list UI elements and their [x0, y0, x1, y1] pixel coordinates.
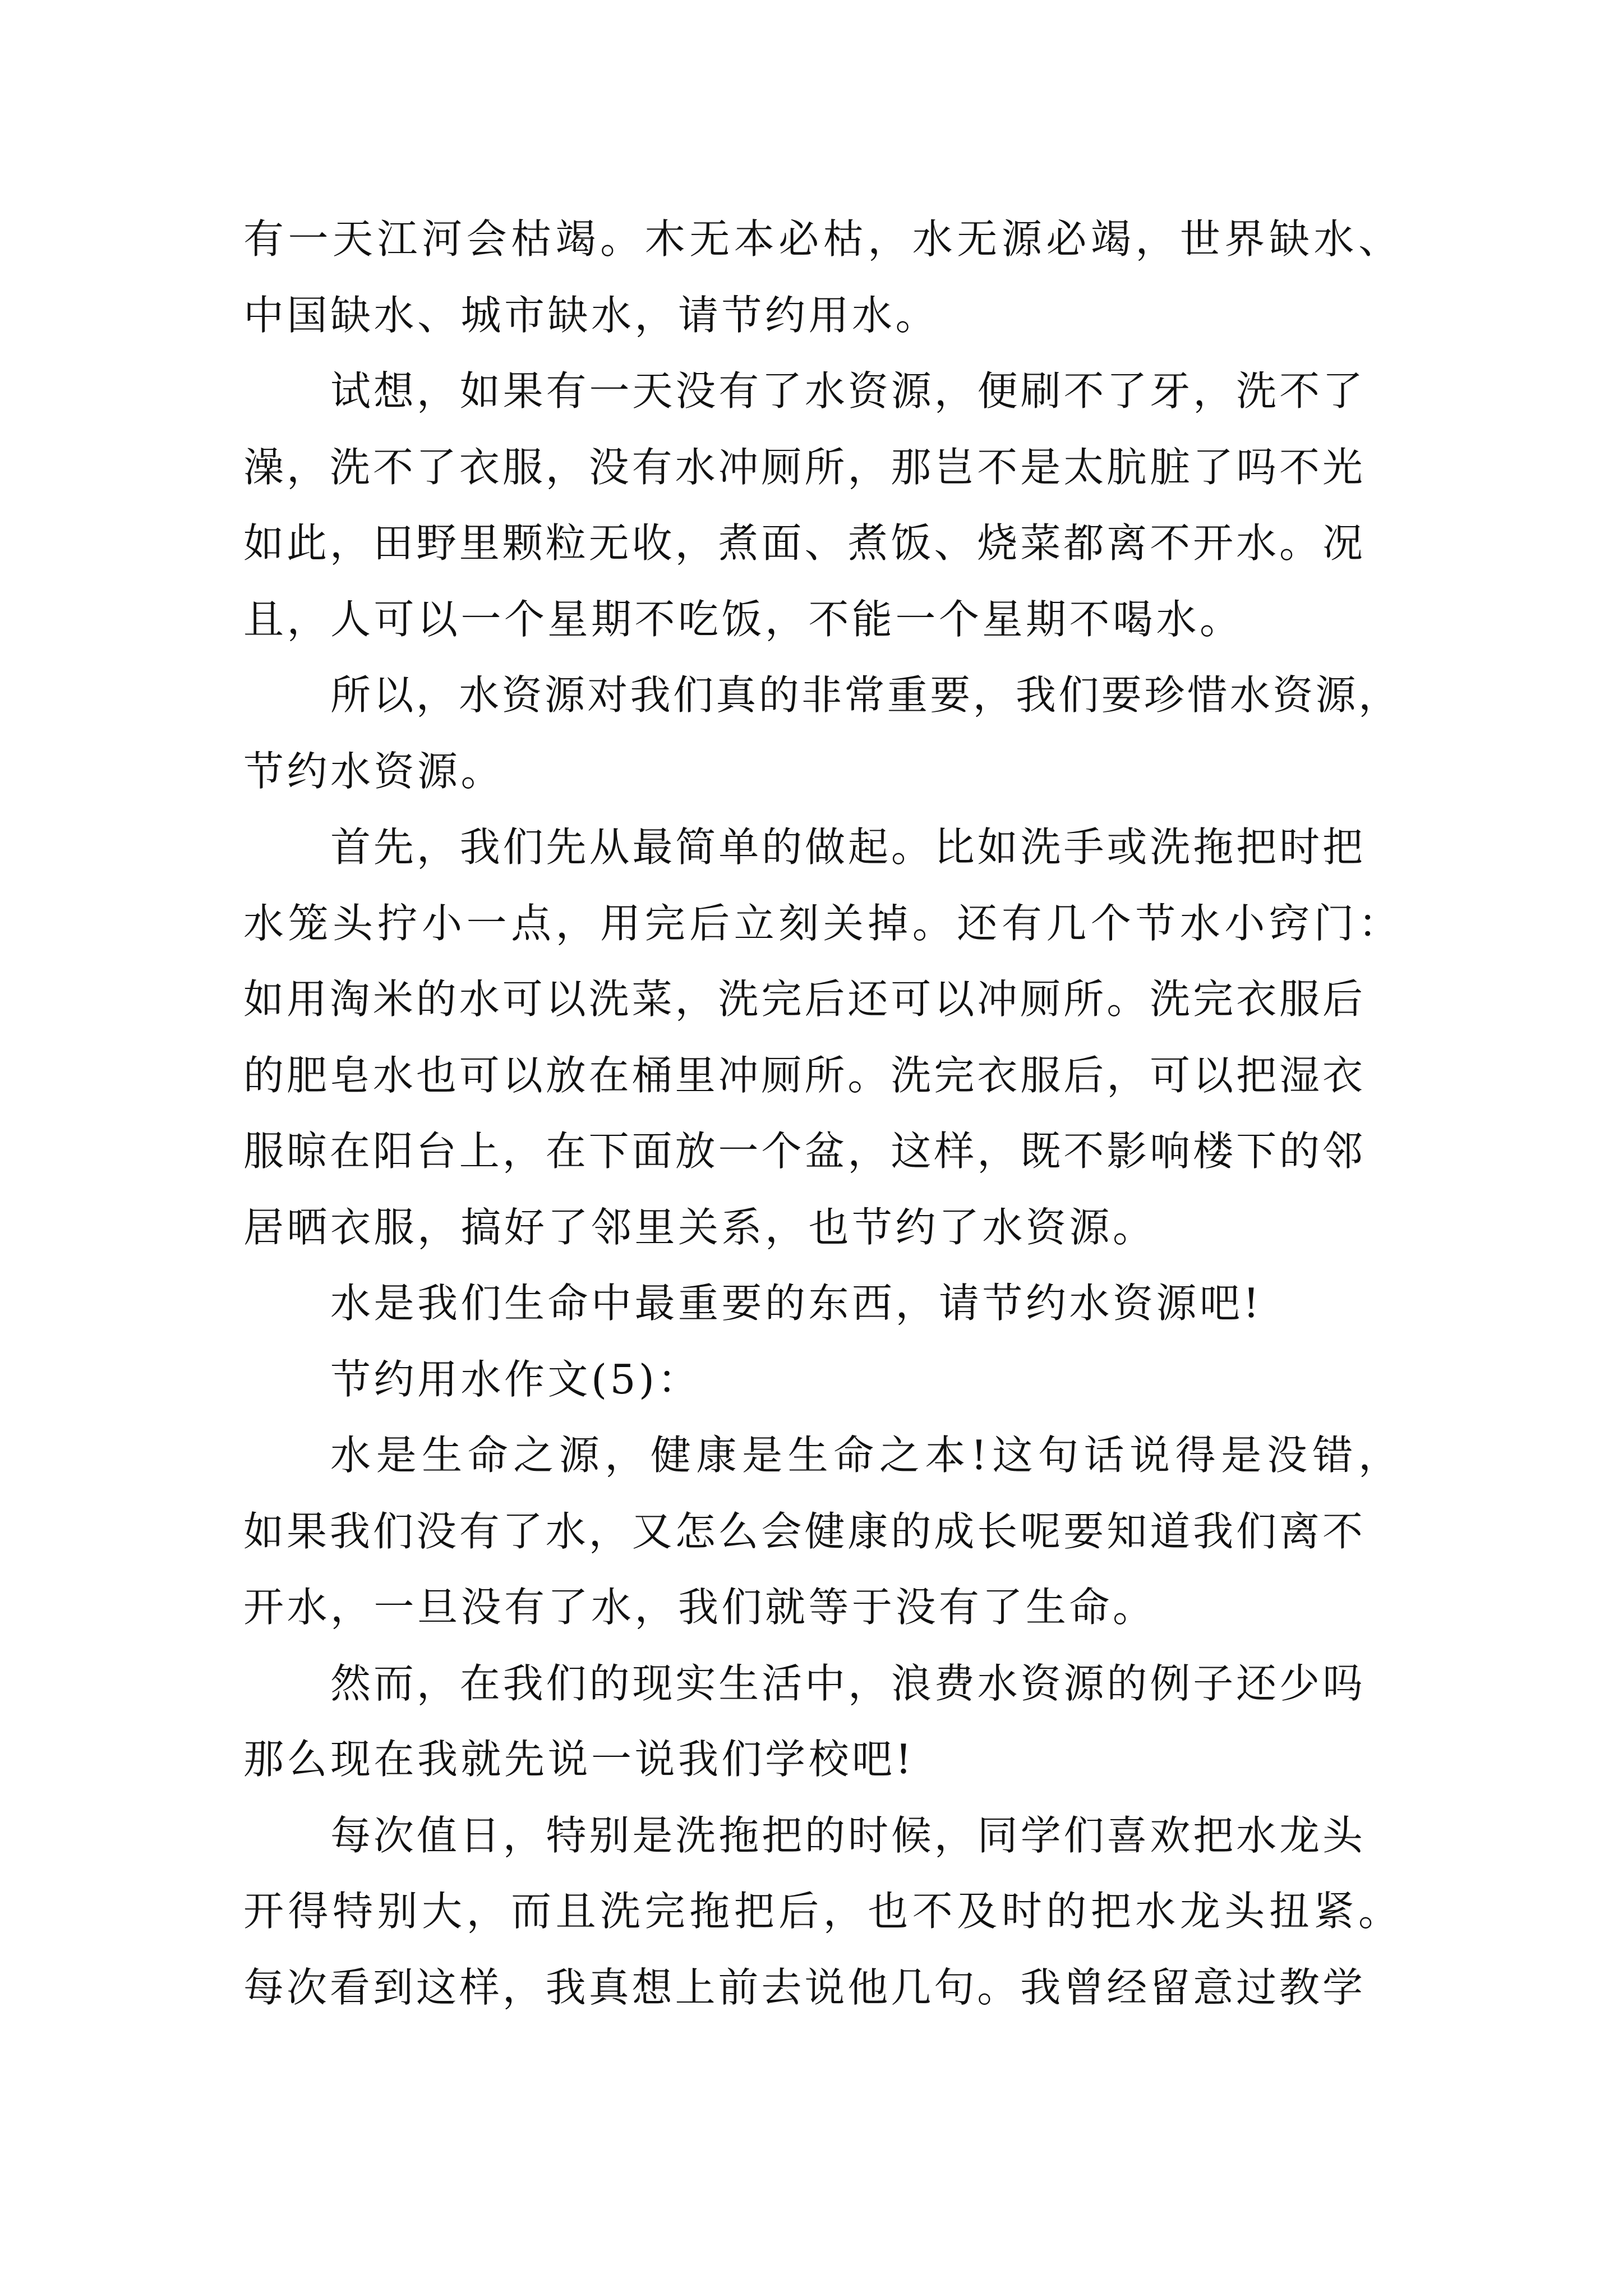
line-text: 那么现在我就先说一说我们学校吧! [243, 1736, 915, 1783]
paragraph [243, 657, 1399, 809]
text-line [243, 278, 1399, 354]
line-text: 如此，田野里颗粒无收，煮面、煮饭、烧菜都离不开水。况 [243, 519, 1366, 567]
text-line [243, 1950, 1399, 2026]
paragraph [243, 353, 1399, 657]
text-line [243, 1114, 1399, 1190]
line-text: 有一天江河会枯竭。木无本必枯，水无源必竭，世界缺水、 [243, 215, 1403, 263]
text-line [243, 505, 1399, 582]
line-text: 每次值日，特别是洗拖把的时候，同学们喜欢把水龙头 [330, 1811, 1366, 1859]
paragraph [243, 1266, 1399, 1342]
text-line [243, 582, 1399, 658]
line-text: 居晒衣服，搞好了邻里关系，也节约了水资源。 [243, 1203, 1156, 1251]
line-text: 水是生命之源，健康是生命之本!这句话说得是没错， [330, 1432, 1404, 1479]
line-text: 中国缺水、城市缺水，请节约用水。 [243, 291, 939, 339]
line-text: 试想，如果有一天没有了水资源，便刷不了牙，洗不了 [330, 367, 1366, 415]
text-line [243, 657, 1399, 734]
text-line [243, 1418, 1404, 1494]
paragraph [243, 1418, 1404, 1646]
line-text: 每次看到这样，我真想上前去说他几句。我曾经留意过教学 [243, 1963, 1366, 2011]
text-line [243, 886, 1403, 962]
text-line [243, 1874, 1403, 1950]
paragraph [243, 1798, 1403, 2026]
essay-heading [243, 1342, 1399, 1418]
text-line [243, 1342, 1399, 1418]
line-text: 然而，在我们的现实生活中，浪费水资源的例子还少吗 [330, 1659, 1366, 1707]
line-text: 开水，一旦没有了水，我们就等于没有了生命。 [243, 1584, 1156, 1631]
text-line [243, 1798, 1399, 1874]
text-line [243, 1570, 1399, 1646]
text-line [243, 1494, 1399, 1570]
text-column [243, 201, 1404, 2026]
line-text: 如用淘米的水可以洗菜，洗完后还可以冲厕所。洗完衣服后 [243, 976, 1366, 1023]
line-text: 如果我们没有了水，又怎么会健康的成长呢要知道我们离不 [243, 1507, 1366, 1555]
text-line [243, 1722, 1399, 1798]
line-text: 且，人可以一个星期不吃饭，不能一个星期不喝水。 [243, 595, 1243, 643]
text-line [243, 201, 1403, 278]
text-line [243, 430, 1399, 506]
heading-text: 节约用水作文(5)： [330, 1355, 701, 1403]
paragraph [243, 201, 1403, 353]
line-text: 开得特别大，而且洗完拖把后，也不及时的把水龙头扭紧。 [243, 1888, 1403, 1935]
line-text: 水是我们生命中最重要的东西，请节约水资源吧! [330, 1280, 1262, 1327]
text-line [243, 1266, 1399, 1342]
text-line [243, 961, 1399, 1038]
line-text: 水笼头拧小一点，用完后立刻关掉。还有几个节水小窍门： [243, 899, 1403, 947]
paragraph [243, 809, 1403, 1266]
line-text: 服晾在阳台上，在下面放一个盆，这样，既不影响楼下的邻 [243, 1128, 1366, 1175]
text-line [243, 1038, 1399, 1114]
text-line [243, 1646, 1399, 1722]
line-text: 首先，我们先从最简单的做起。比如洗手或洗拖把时把 [330, 823, 1366, 871]
line-text: 的肥皂水也可以放在桶里冲厕所。洗完衣服后，可以把湿衣 [243, 1051, 1366, 1099]
text-line [243, 734, 1399, 810]
text-line [243, 809, 1399, 886]
line-text: 所以，水资源对我们真的非常重要，我们要珍惜水资源， [330, 671, 1401, 719]
paragraph [243, 1646, 1399, 1798]
text-line [243, 353, 1399, 430]
line-text: 节约水资源。 [243, 747, 505, 795]
line-text: 澡，洗不了衣服，没有水冲厕所，那岂不是太肮脏了吗不光 [243, 443, 1366, 491]
text-line [243, 1190, 1399, 1266]
